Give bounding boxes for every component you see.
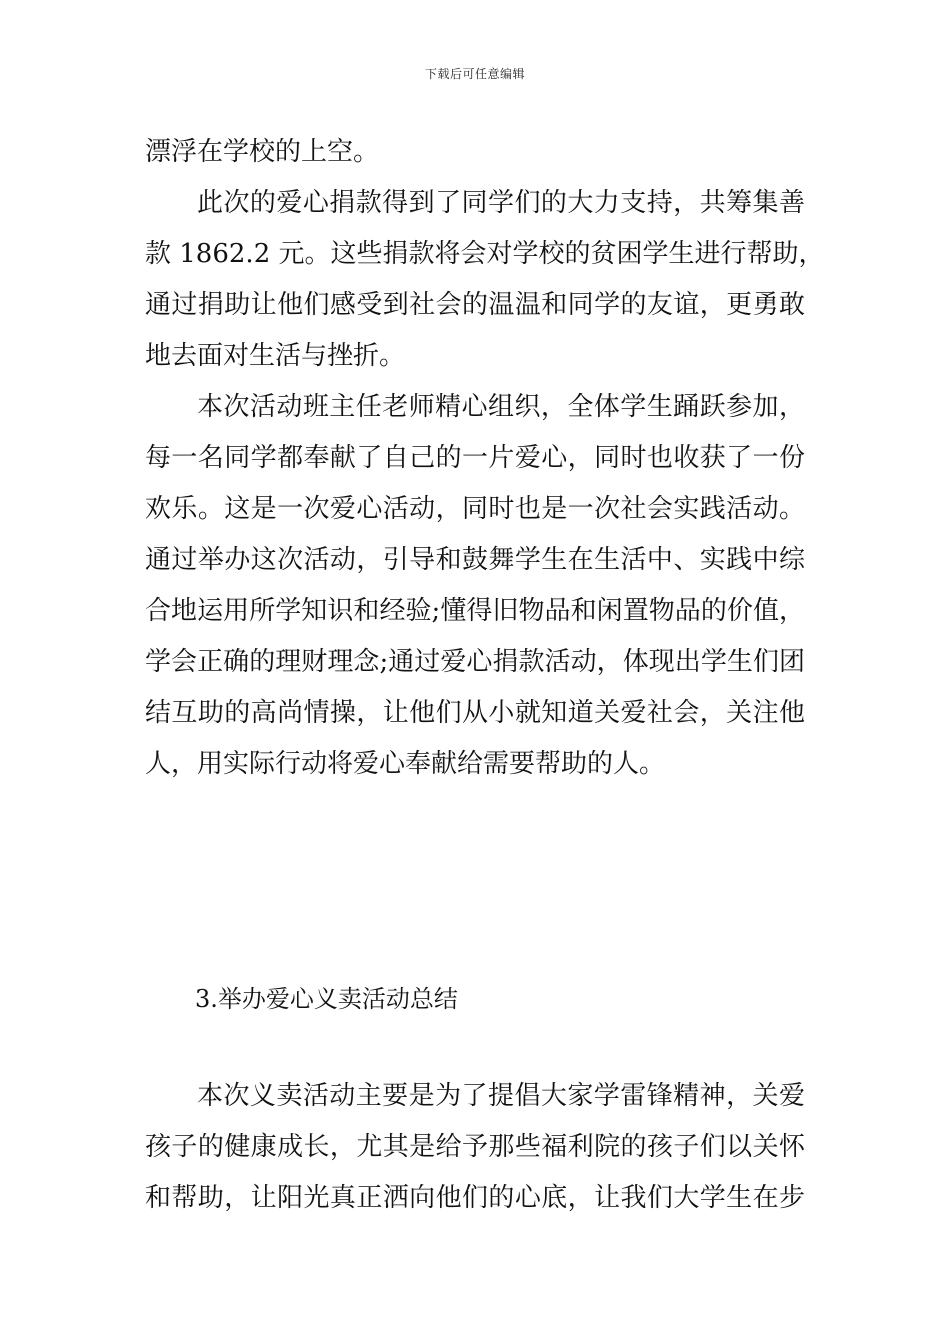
text-line: 学会正确的理财理念;通过爱心捐款活动，体现出学生们团 [145,647,805,677]
text-line: 和帮助，让阳光真正洒向他们的心底，让我们大学生在步 [145,1183,805,1213]
body-text-bottom [145,1071,805,1224]
text-line: 本次义卖活动主要是为了提倡大家学雷锋精神，关爱 [197,1081,805,1111]
text-line: 地去面对生活与挫折。 [145,341,406,371]
page-header: 下载后可任意编辑 [424,67,525,81]
text-line: 本次活动班主任老师精心组织，全体学生踊跃参加， [197,392,805,422]
text-line: 每一名同学都奉献了自己的一片爱心，同时也收获了一份 [145,443,805,473]
body-text-top [145,127,825,790]
text-line: 孩子的健康成长，尤其是给予那些福利院的孩子们以关怀 [145,1132,805,1162]
text-line: 通过举办这次活动，引导和鼓舞学生在生活中、实践中综 [145,545,805,575]
text-line: 通过捐助让他们感受到社会的温温和同学的友谊，更勇敢 [145,290,805,320]
text-line: 欢乐。这是一次爱心活动，同时也是一次社会实践活动。 [145,494,805,524]
text-line: 漂浮在学校的上空。 [145,137,380,167]
text-line: 合地运用所学知识和经验;懂得旧物品和闲置物品的价值， [145,596,805,626]
text-line: 此次的爱心捐款得到了同学们的大力支持，共筹集善 [197,188,805,218]
section-heading: 3.举办爱心义卖活动总结 [195,985,458,1013]
text-line: 款 1862.2 元。这些捐款将会对学校的贫困学生进行帮助， [145,239,825,269]
text-line: 结互助的高尚情操，让他们从小就知道关爱社会，关注他 [145,698,805,728]
text-line: 人，用实际行动将爱心奉献给需要帮助的人。 [145,749,666,779]
